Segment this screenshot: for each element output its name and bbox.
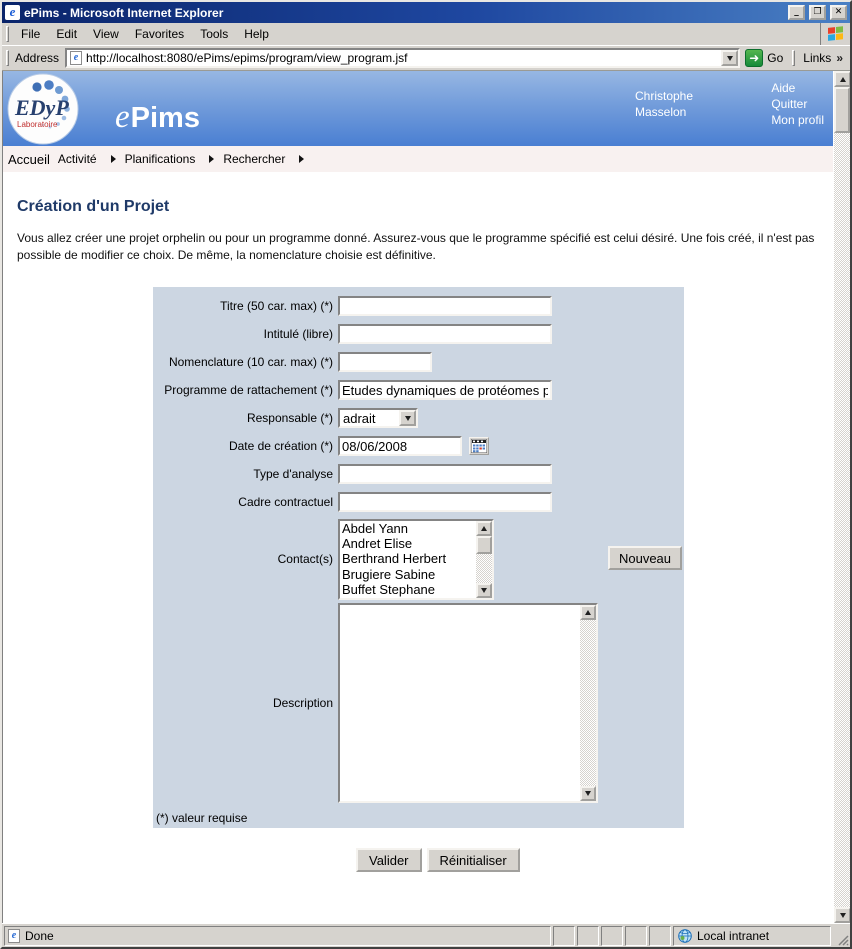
scrollbar-thumb[interactable] [834,87,850,133]
menu-bar [2,23,850,46]
header-links [771,80,824,128]
contact-option[interactable]: Andret Elise [342,535,413,551]
page-icon: e [8,929,20,943]
address-url[interactable]: http://localhost:8080/ePims/epims/program/view_program.jsf [86,51,408,65]
scrollbar-thumb[interactable] [476,536,492,554]
address-label: Address [15,51,60,65]
nav-rechercher[interactable]: Rechercher [223,152,286,166]
aide-link[interactable]: Aide [771,81,796,95]
description-label: Description [272,696,333,710]
logo-text: EDyP [15,95,69,120]
menu-help[interactable]: Help [244,27,269,41]
minimize-button[interactable]: _ [788,5,805,20]
valider-button[interactable]: Valider [356,848,422,872]
title-bar [2,2,850,23]
toolbar-grip[interactable] [792,50,795,66]
links-toolbar[interactable] [799,51,847,65]
contacts-listbox[interactable] [338,519,494,600]
status-pane [625,926,647,946]
go-button[interactable]: ➜ Go [745,49,783,67]
page-title: Création d'un Projet [17,198,170,215]
status-pane [577,926,599,946]
toolbar-grip[interactable] [6,26,9,42]
contact-option[interactable]: Berthrand Herbert [342,551,447,567]
calendar-button[interactable] [469,437,489,455]
intitule-input[interactable] [338,324,552,344]
form-row-contacts [153,516,684,602]
globe-icon [678,929,692,943]
address-dropdown-button[interactable] [721,50,738,66]
form-row-intitule [153,320,684,348]
ie-logo-icon: e [5,5,20,20]
cadre-label: Cadre contractuel [238,495,333,509]
zone-text: Local intranet [697,928,770,943]
menu-edit[interactable]: Edit [56,27,78,41]
form-row-programme [153,376,684,404]
status-bar [2,923,850,947]
form-buttons [356,848,833,872]
titre-input[interactable] [338,296,552,316]
reinitialiser-button[interactable]: Réinitialiser [427,848,520,872]
titre-label: Titre (50 car. max) (*) [220,299,333,313]
logged-in-user: Christophe Masselon [635,89,694,119]
scroll-down-icon[interactable] [476,583,492,598]
browser-viewport [2,71,850,923]
nouveau-button[interactable]: Nouveau [608,546,682,570]
page-content [3,71,833,923]
nomenclature-label: Nomenclature (10 car. max) (*) [168,355,333,369]
scroll-up-icon[interactable] [834,71,850,87]
links-label[interactable]: Links [803,51,832,65]
windows-flag-icon [820,23,850,45]
menu-file[interactable]: File [21,27,41,41]
mon-profil-link[interactable]: Mon profil [771,113,824,127]
menu-view[interactable]: View [93,27,119,41]
intro-text: Vous allez créer une projet orphelin ou pour un programme donné. Assurez-vous que le programme spécifié est celui désiré. Une fois créé, il n'est pas possible de modifier ce choix. De même, la nomenclature choisie est définitive. [17,231,815,262]
project-form [153,287,684,828]
security-zone-pane [673,926,831,946]
scroll-up-icon[interactable] [476,521,492,536]
resize-grip[interactable] [833,926,849,946]
status-pane [601,926,623,946]
date-input[interactable] [338,436,462,456]
maximize-button[interactable]: ❐ [809,5,826,20]
date-label: Date de création (*) [228,439,333,453]
nav-bar [3,146,833,172]
contacts-label: Contact(s) [277,552,333,566]
submenu-arrow-icon [111,155,116,163]
required-note: (*) valeur requise [156,811,248,825]
page-body [3,172,833,923]
contact-option[interactable]: Brugiere Sabine [342,566,436,582]
menu-favorites[interactable]: Favorites [134,27,185,41]
vertical-scrollbar[interactable] [833,71,850,923]
form-row-nomenclature [153,348,684,376]
address-bar [2,46,850,71]
responsable-label: Responsable (*) [246,411,333,425]
window-title: ePims - Microsoft Internet Explorer [24,5,224,20]
scroll-up-icon[interactable] [580,605,596,620]
close-button[interactable]: ✕ [830,5,847,20]
responsable-select[interactable] [338,408,418,428]
scroll-down-icon[interactable] [834,907,850,923]
app-header [3,71,833,146]
menu-tools[interactable]: Tools [200,27,229,41]
quitter-link[interactable]: Quitter [771,97,808,111]
chevron-down-icon[interactable] [399,410,416,426]
type-analyse-input[interactable] [338,464,552,484]
textarea-scrollbar[interactable] [580,605,596,801]
status-text: Done [25,928,54,943]
nomenclature-input[interactable] [338,352,432,372]
form-row-responsable [153,404,684,432]
status-pane [4,926,551,946]
calendar-icon [471,439,487,453]
submenu-arrow-icon [209,155,214,163]
edyp-logo [7,73,79,145]
nav-accueil[interactable]: Accueil [8,151,50,167]
contact-option[interactable]: Buffet Stephane [342,582,436,598]
contact-option[interactable]: Abdel Yann [342,520,409,536]
form-row-description [153,602,684,804]
submenu-arrow-icon [299,155,304,163]
responsable-selected-value: adrait [343,410,376,426]
programme-label: Programme de rattachement (*) [164,383,333,397]
form-row-type-analyse [153,460,684,488]
app-name: ePims [115,99,200,135]
scroll-down-icon[interactable] [580,786,596,801]
address-input[interactable] [65,48,740,68]
type-analyse-label: Type d'analyse [253,467,333,481]
intitule-label: Intitulé (libre) [263,327,333,341]
nav-activite[interactable]: Activité [57,152,97,166]
cadre-input[interactable] [338,492,552,512]
status-pane [649,926,671,946]
description-textarea[interactable] [338,603,598,803]
form-row-titre [153,292,684,320]
toolbar-grip[interactable] [6,50,9,66]
chevron-right-icon[interactable]: » [836,51,843,65]
programme-input[interactable] [338,380,552,400]
form-row-date [153,432,684,460]
page-icon: e [70,51,82,65]
logo-subtext: Laboratoire [17,120,58,129]
form-row-cadre [153,488,684,516]
nav-planifications[interactable]: Planifications [124,152,196,166]
go-arrow-icon[interactable]: ➜ [745,49,763,67]
listbox-scrollbar[interactable] [476,521,492,598]
status-pane [553,926,575,946]
